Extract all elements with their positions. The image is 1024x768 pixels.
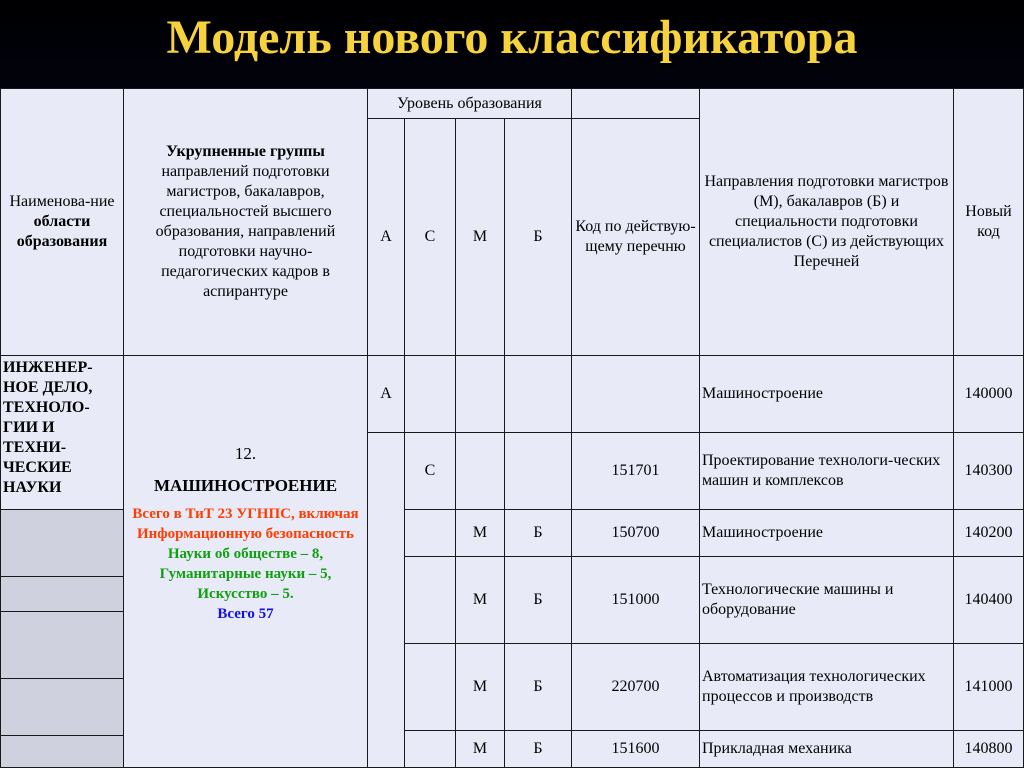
header-code: Код по действую-щему перечню xyxy=(571,118,700,356)
row5-m: М xyxy=(455,643,505,731)
group-cell xyxy=(123,355,368,768)
row1-m xyxy=(455,355,505,433)
header-groups xyxy=(123,88,368,356)
row2-name: Проектирование технологи-ческих машин и комплексов xyxy=(699,432,954,510)
note-total: Всего 57 xyxy=(217,606,274,622)
row2-new: 140300 xyxy=(953,432,1024,510)
header-level-m: М xyxy=(455,118,505,356)
row1-b xyxy=(504,355,572,433)
row5-new: 141000 xyxy=(953,643,1024,731)
row5-name: Автоматизация технологических процессов и производств xyxy=(699,643,954,731)
header-level: Уровень образования xyxy=(367,88,572,119)
row2-b xyxy=(504,432,572,510)
row6-new: 140800 xyxy=(953,730,1024,768)
row6-b: Б xyxy=(504,730,572,768)
row6-name: Прикладная механика xyxy=(699,730,954,768)
row5-c xyxy=(404,643,456,731)
row4-new: 140400 xyxy=(953,556,1024,644)
row3-name: Машиностроение xyxy=(699,509,954,557)
header-directions: Направления подготовки магистров (М), бакалавров (Б) и специальности подготовки специалистов (С) из действующих Перечней xyxy=(699,88,954,356)
row3-c xyxy=(404,509,456,557)
row3-new: 140200 xyxy=(953,509,1024,557)
row1-new: 140000 xyxy=(953,355,1024,433)
area-empty-3 xyxy=(0,611,124,679)
header-area-name xyxy=(0,88,124,356)
slide-title: Модель нового классификатора xyxy=(166,11,858,64)
area-name: ИНЖЕНЕР-НОЕ ДЕЛО, ТЕХНОЛО-ГИИ И ТЕХНИ-ЧЕСКИЕ НАУКИ xyxy=(0,355,124,510)
area-empty-4 xyxy=(0,678,124,736)
note-total-tit: Всего в ТиТ 23 УГНПС, включая Информационную безопасность xyxy=(132,506,359,542)
header-level-b: Б xyxy=(504,118,572,356)
note-other-sciences: Науки об обществе – 8, Гуманитарные науки – 5, Искусство – 5. xyxy=(159,546,332,602)
row3-m: М xyxy=(455,509,505,557)
area-empty-5 xyxy=(0,735,124,768)
row4-name: Технологические машины и оборудование xyxy=(699,556,954,644)
row1-a: А xyxy=(367,355,405,433)
row4-b: Б xyxy=(504,556,572,644)
group-number: 12. xyxy=(234,444,257,463)
header-groups-bold: Укрупненные группы xyxy=(166,143,325,160)
classifier-table xyxy=(0,88,1024,768)
area-empty-2 xyxy=(0,576,124,612)
header-level-c: С xyxy=(404,118,456,356)
row6-c xyxy=(404,730,456,768)
row4-c xyxy=(404,556,456,644)
level-a-merged xyxy=(367,432,405,768)
row3-code: 150700 xyxy=(571,509,700,557)
header-area-prefix: Наименова-ние xyxy=(9,193,115,210)
row5-code: 220700 xyxy=(571,643,700,731)
row4-m: М xyxy=(455,556,505,644)
row1-name: Машиностроение xyxy=(699,355,954,433)
row5-b: Б xyxy=(504,643,572,731)
row2-m xyxy=(455,432,505,510)
row4-code: 151000 xyxy=(571,556,700,644)
area-empty-1 xyxy=(0,509,124,577)
header-new-code: Новый код xyxy=(953,88,1024,356)
row1-c xyxy=(404,355,456,433)
header-empty xyxy=(571,88,700,119)
title-bar xyxy=(0,0,1024,88)
row3-b: Б xyxy=(504,509,572,557)
header-groups-text: направлений подготовки магистров, бакалавров, специальностей высшего образования, направлений подготовки научно-педагогических кадров в аспирантуре xyxy=(155,163,336,300)
row2-c: С xyxy=(404,432,456,510)
row6-code: 151600 xyxy=(571,730,700,768)
row1-code xyxy=(571,355,700,433)
header-level-a: А xyxy=(367,118,405,356)
header-area-bold: области образования xyxy=(16,213,108,250)
group-name: МАШИНОСТРОЕНИЕ xyxy=(153,476,338,495)
row6-m: М xyxy=(455,730,505,768)
row2-code: 151701 xyxy=(571,432,700,510)
